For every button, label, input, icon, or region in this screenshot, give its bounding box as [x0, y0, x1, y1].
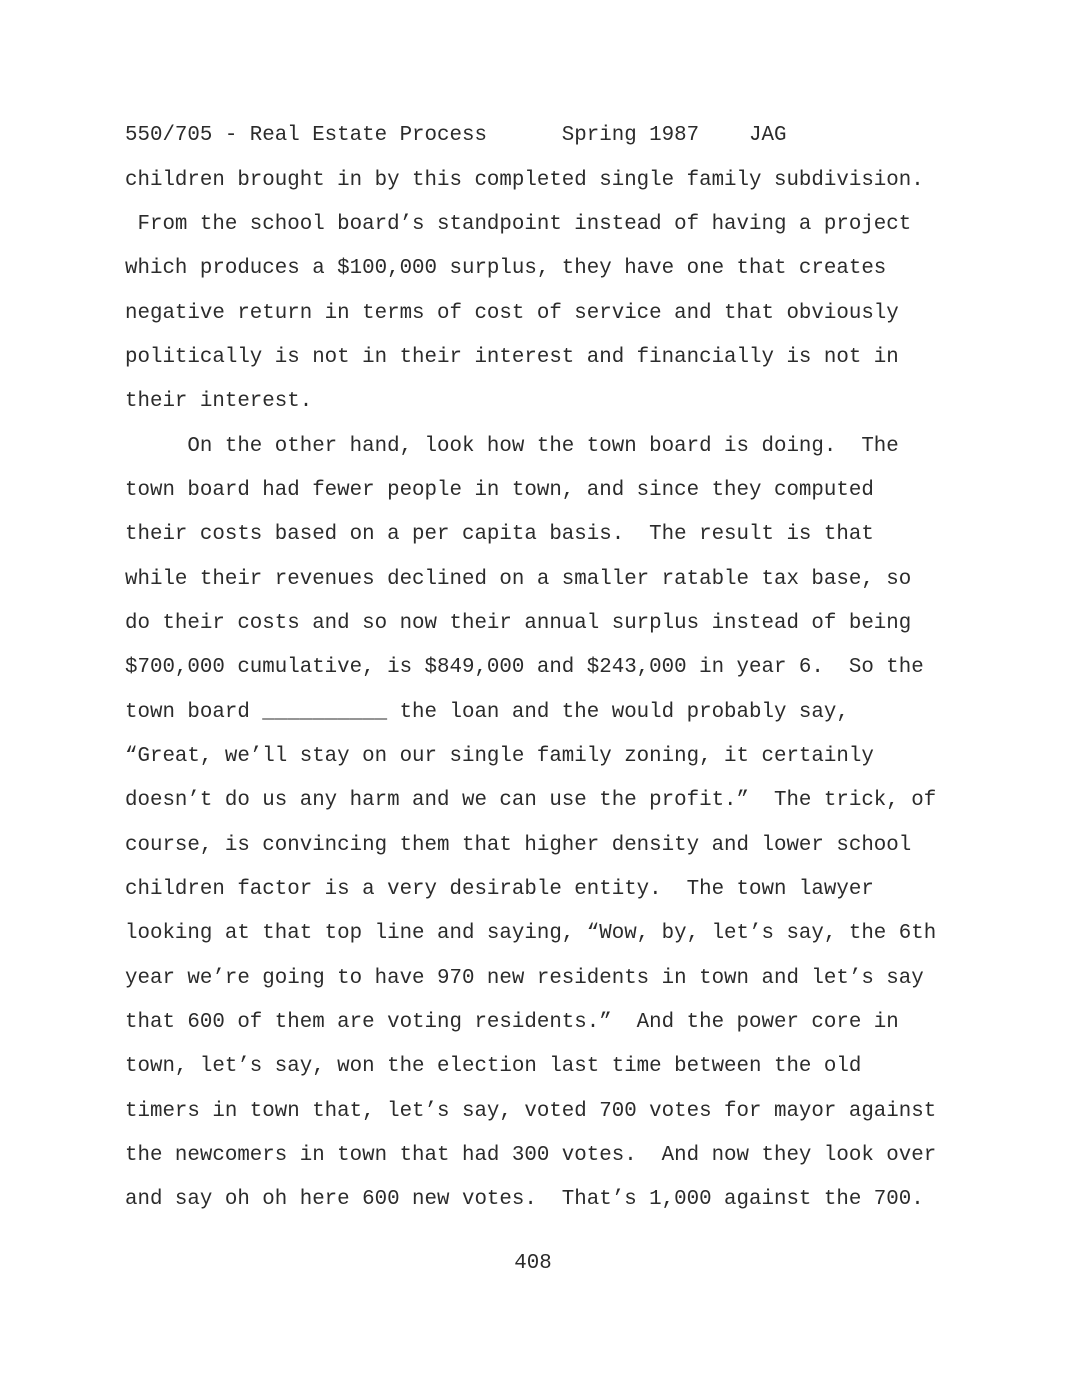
- text-line: timers in town that, let’s say, voted 700 votes for mayor against: [125, 1100, 937, 1123]
- text-line: From the school board’s standpoint instead of having a project: [125, 213, 912, 236]
- text-line: their costs based on a per capita basis. The result is that: [125, 523, 874, 546]
- text-line: politically is not in their interest and financially is not in: [125, 346, 899, 369]
- text-line: town, let’s say, won the election last time between the old: [125, 1055, 862, 1078]
- text-line: looking at that top line and saying, “Wow, by, let’s say, the 6th: [125, 922, 937, 945]
- text-line: which produces a $100,000 surplus, they have one that creates: [125, 257, 887, 280]
- text-line: and say oh oh here 600 new votes. That’s 1,000 against the 700.: [125, 1188, 924, 1211]
- text-line: children factor is a very desirable entity. The town lawyer: [125, 878, 874, 901]
- text-line: that 600 of them are voting residents.” And the power core in: [125, 1011, 899, 1034]
- text-line: “Great, we’ll stay on our single family zoning, it certainly: [125, 745, 874, 768]
- text-line: the newcomers in town that had 300 votes. And now they look over: [125, 1144, 937, 1167]
- text-line: town board __________ the loan and the would probably say,: [125, 701, 849, 724]
- text-line: do their costs and so now their annual surplus instead of being: [125, 612, 912, 635]
- text-line: year we’re going to have 970 new residents in town and let’s say: [125, 967, 924, 990]
- text-line: while their revenues declined on a smaller ratable tax base, so: [125, 568, 912, 591]
- text-line: $700,000 cumulative, is $849,000 and $243,000 in year 6. So the: [125, 656, 924, 679]
- running-header: 550/705 - Real Estate Process Spring 1987 JAG: [125, 124, 787, 147]
- page-number: 408: [514, 1252, 552, 1275]
- text-line: doesn’t do us any harm and we can use the profit.” The trick, of: [125, 789, 937, 812]
- text-line: their interest.: [125, 390, 313, 413]
- text-line: negative return in terms of cost of service and that obviously: [125, 302, 899, 325]
- text-line: On the other hand, look how the town board is doing. The: [125, 435, 899, 458]
- text-line: course, is convincing them that higher density and lower school: [125, 834, 912, 857]
- text-line: town board had fewer people in town, and since they computed: [125, 479, 874, 502]
- text-line: children brought in by this completed single family subdivision.: [125, 169, 924, 192]
